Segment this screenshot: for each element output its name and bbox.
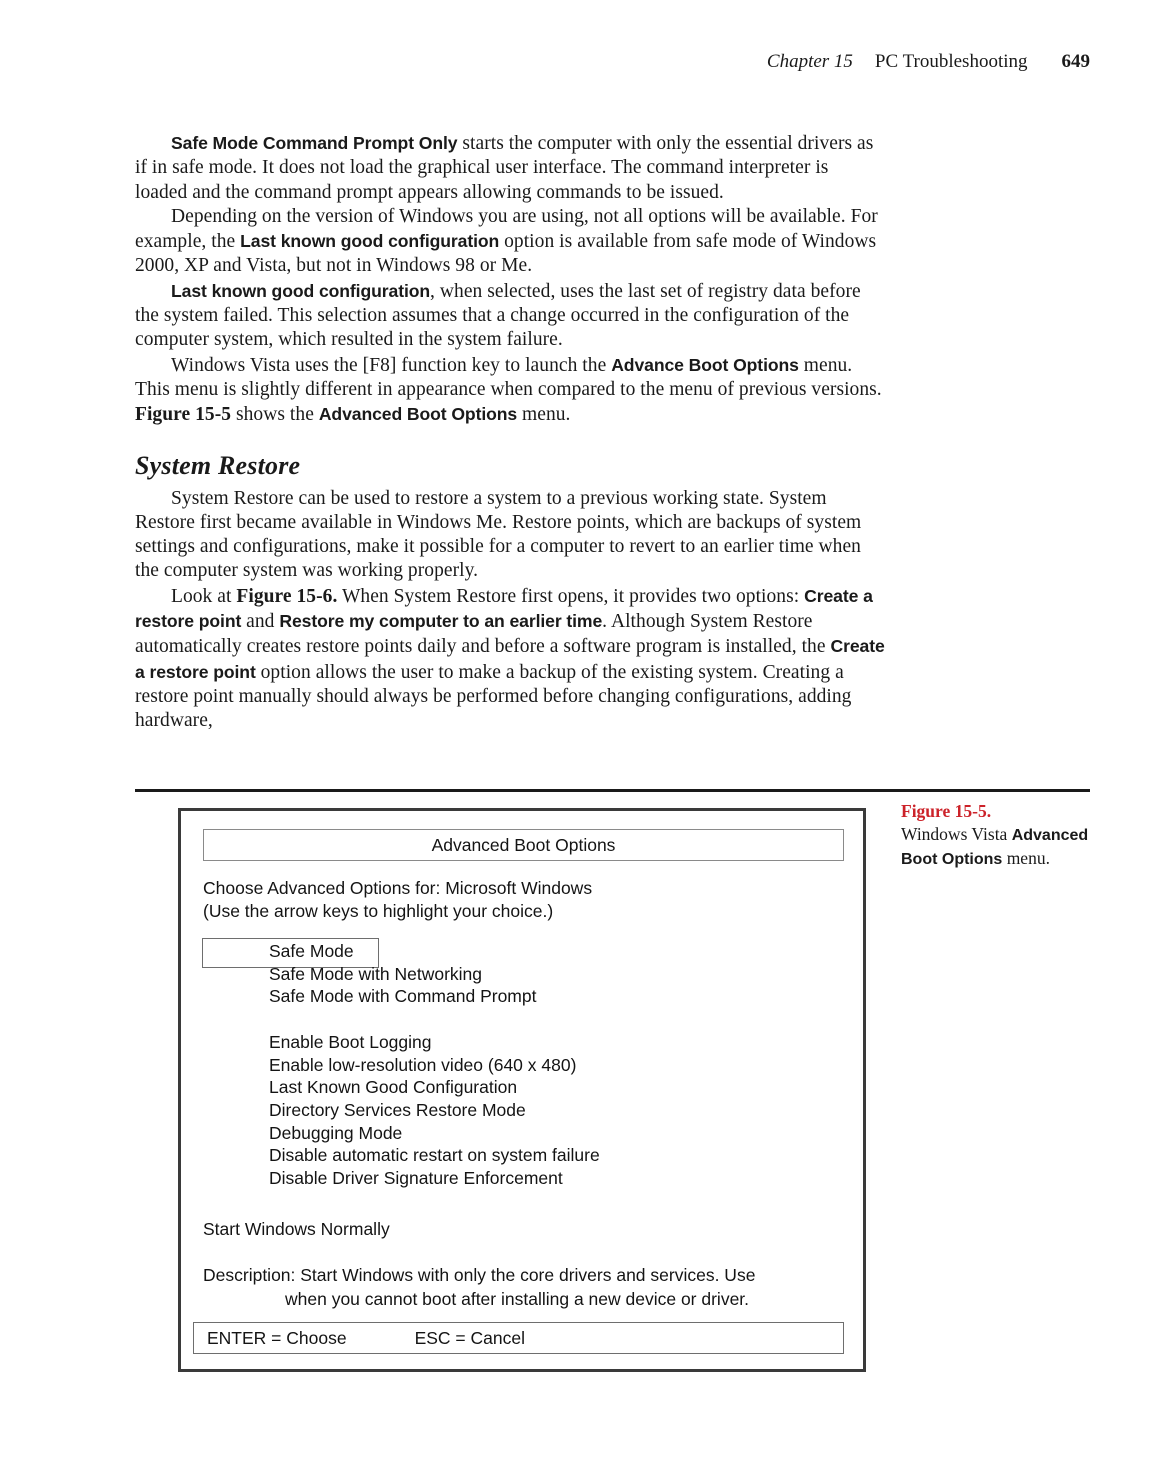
boot-prompt-line-1: Choose Advanced Options for: Microsoft Windows	[203, 878, 593, 898]
boot-options-group-spacer	[269, 1008, 600, 1031]
paragraph-4-text-a: Windows Vista uses the [F8] function key to launch the	[171, 354, 612, 376]
paragraph-6-text-d: . Although System Restore automatically creates restore points daily and before a software program is installed, the	[135, 611, 831, 658]
running-head-chapter: Chapter 15	[766, 51, 853, 72]
paragraph-windows-versions	[135, 205, 885, 279]
term-safe-mode-command-prompt-only: Safe Mode Command Prompt Only	[171, 133, 458, 153]
paragraph-last-known-good-configuration	[135, 279, 885, 353]
boot-screen-title-bar	[203, 829, 844, 861]
boot-option-enable-boot-logging[interactable]: Enable Boot Logging	[269, 1031, 432, 1052]
boot-option-safe-mode-command-prompt[interactable]: Safe Mode with Command Prompt	[269, 986, 537, 1007]
figure-reference-15-6: Figure 15-6.	[236, 585, 338, 607]
paragraph-6-text-b: When System Restore first opens, it provides two options:	[337, 585, 805, 607]
footer-hint-enter: ENTER = Choose	[207, 1327, 347, 1348]
term-create-a-restore-point-b: Create a restore point	[135, 636, 885, 682]
boot-screen-prompt	[203, 877, 592, 923]
boot-description-line-2: when you cannot boot after installing a new device or driver.	[285, 1288, 750, 1309]
paragraph-4-text-d: menu.	[517, 404, 571, 426]
term-restore-my-computer-to-an-earlier-time: Restore my computer to an earlier time	[279, 611, 603, 632]
figure-separator-rule	[135, 789, 1090, 792]
boot-prompt-line-2: (Use the arrow keys to highlight your choice.)	[203, 901, 554, 921]
running-head-title: PC Troubleshooting	[874, 51, 1028, 72]
term-advanced-boot-options: Advanced Boot Options	[318, 404, 518, 425]
term-last-known-good-configuration-a: Last known good configuration	[240, 231, 500, 252]
paragraph-4-text-c: shows the	[231, 404, 319, 426]
boot-screen-title: Advanced Boot Options	[431, 834, 616, 855]
figure-caption-text-b: menu.	[1002, 848, 1050, 869]
boot-description-line-1: Description: Start Windows with only the core drivers and services. Use	[203, 1265, 756, 1285]
paragraph-2-text-b: option is available from safe mode of Windows 2000, XP and Vista, but not in Windows 98 or Me.	[135, 231, 877, 277]
body-text-column	[135, 131, 885, 734]
paragraph-6-text-e: option allows the user to make a backup of the existing system. Creating a restore point manually should always be performed before changing configurations, adding hardware,	[135, 661, 852, 732]
figure-advanced-boot-options-screen	[178, 808, 866, 1372]
boot-option-start-windows-normally[interactable]: Start Windows Normally	[203, 1219, 390, 1239]
paragraph-safe-mode-command-prompt	[135, 131, 885, 205]
footer-hint-esc: ESC = Cancel	[414, 1327, 525, 1348]
paragraph-system-restore-intro: System Restore can be used to restore a system to a previous working state. System Restore first became available in Windows Me. Restore points, which are backups of system settings and configurations, make it possible for a computer to revert to an earlier time when the computer system was working properly.	[135, 487, 862, 582]
figure-caption-number: Figure 15-5.	[901, 801, 992, 821]
paragraph-1-text: starts the computer with only the essential drivers as if in safe mode. It does not load the graphical user interface. The command interpreter is loaded and the command prompt appears allowing commands to be issued.	[135, 133, 874, 203]
boot-option-last-known-good-configuration[interactable]: Last Known Good Configuration	[269, 1077, 518, 1098]
term-create-a-restore-point-a: Create a restore point	[135, 585, 873, 632]
paragraph-system-restore-options	[135, 584, 885, 734]
section-heading-system-restore: System Restore	[135, 450, 301, 480]
figure-caption-text-a: Windows Vista	[901, 824, 1012, 845]
boot-option-enable-low-resolution-video[interactable]: Enable low-resolution video (640 x 480)	[269, 1054, 577, 1075]
boot-option-directory-services-restore-mode[interactable]: Directory Services Restore Mode	[269, 1099, 526, 1120]
paragraph-6-text-a: Look at	[171, 585, 237, 607]
paragraph-6-text-c: and	[241, 611, 280, 633]
boot-option-disable-driver-signature-enforcement[interactable]: Disable Driver Signature Enforcement	[269, 1168, 563, 1189]
figure-caption	[901, 800, 1101, 872]
page-number: 649	[1061, 51, 1090, 72]
paragraph-4-text-b: menu. This menu is slightly different in appearance when compared to the menu of previous versions.	[135, 354, 882, 400]
boot-option-safe-mode[interactable]: Safe Mode	[269, 941, 354, 961]
term-last-known-good-configuration-b: Last known good configuration	[171, 280, 431, 301]
paragraph-3-text: , when selected, uses the last set of registry data before the system failed. This selection assumes that a change occurred in the configuration of the computer system, which resulted in the system failure.	[135, 280, 861, 351]
running-head	[135, 50, 1090, 74]
boot-option-debugging-mode[interactable]: Debugging Mode	[269, 1122, 403, 1143]
boot-screen-description	[203, 1264, 755, 1311]
boot-screen-footer-bar	[193, 1322, 844, 1354]
boot-option-disable-automatic-restart[interactable]: Disable automatic restart on system failure	[269, 1145, 600, 1166]
boot-options-list	[269, 940, 600, 1190]
figure-reference-15-5: Figure 15-5	[135, 404, 232, 426]
term-advance-boot-options: Advance Boot Options	[611, 354, 799, 375]
paragraph-advance-boot-options	[135, 353, 885, 428]
paragraph-2-text-a: Depending on the version of Windows you are using, not all options will be available. For example, the	[135, 205, 878, 253]
boot-option-safe-mode-networking[interactable]: Safe Mode with Networking	[269, 963, 483, 984]
figure-caption-bold-term: Advanced Boot Options	[901, 827, 1089, 869]
